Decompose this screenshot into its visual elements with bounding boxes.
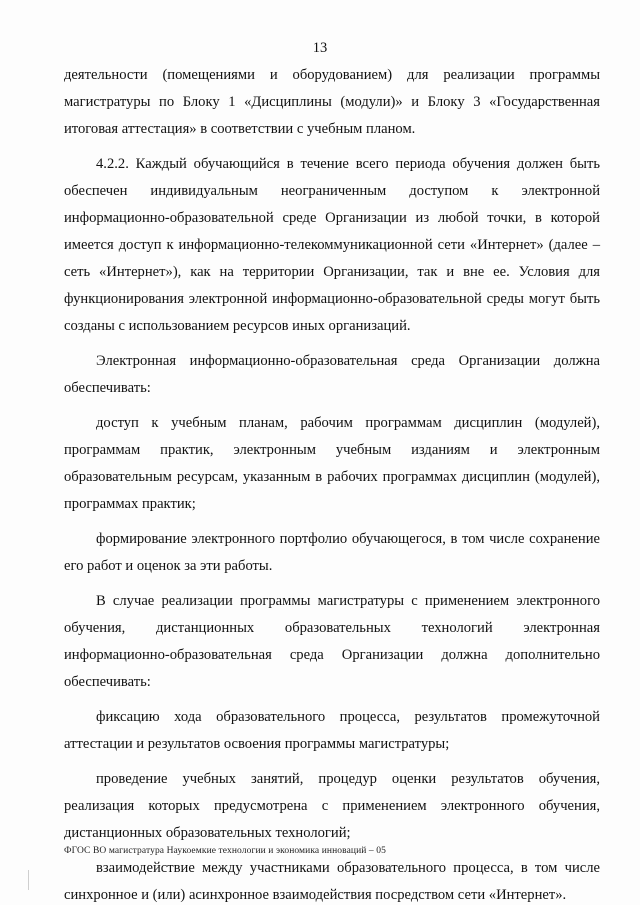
paragraph-conducting-item: проведение учебных занятий, процедур оценки результатов обучения, реализация которых предусмотрена с применением электронного обучения, дистанционных образовательных технологий;	[64, 771, 600, 841]
document-body	[64, 62, 600, 909]
document-footer: ФГОС ВО магистратура Наукоемкие технологии и экономика инноваций – 05	[64, 846, 386, 856]
paragraph-continuation: деятельности (помещениями и оборудованием) для реализации программы магистратуры по Блоку 1 «Дисциплины (модули)» и Блоку 3 «Государственная итоговая аттестация» в соответствии с учебным планом.	[64, 67, 600, 137]
paragraph-clause-4-2-2: 4.2.2. Каждый обучающийся в течение всего периода обучения должен быть обеспечен индивидуальным неограниченным доступом к электронной информационно-образовательной среде Организации из любой точки, в которой имеется доступ к информационно-телекоммуникационной сети «Интернет» (далее – сеть «Интернет»), как на территории Организации, так и вне ее. Условия для функционирования электронной информационно-образовательной среды могут быть созданы с использованием ресурсов иных организаций.	[64, 156, 600, 334]
paragraph-recording-item: фиксацию хода образовательного процесса, результатов промежуточной аттестации и результатов освоения программы магистратуры;	[64, 709, 600, 752]
scan-edge-mark	[28, 870, 29, 890]
paragraph-access-item: доступ к учебным планам, рабочим программам дисциплин (модулей), программам практик, электронным учебным изданиям и электронным образовательным ресурсам, указанным в рабочих программах дисциплин (модулей), программах практик;	[64, 415, 600, 512]
paragraph-distance-learning-intro: В случае реализации программы магистратуры с применением электронного обучения, дистанционных образовательных технологий электронная информационно-образовательная среда Организации должна дополнительно обеспечивать:	[64, 593, 600, 690]
paragraph-environment-intro: Электронная информационно-образовательная среда Организации должна обеспечивать:	[64, 353, 600, 396]
paragraph-portfolio-item: формирование электронного портфолио обучающегося, в том числе сохранение его работ и оценок за эти работы.	[64, 531, 600, 574]
paragraph-interaction-item: взаимодействие между участниками образовательного процесса, в том числе синхронное и (или) асинхронное взаимодействия посредством сети «Интернет».	[64, 860, 600, 903]
page-number: 13	[312, 40, 328, 56]
